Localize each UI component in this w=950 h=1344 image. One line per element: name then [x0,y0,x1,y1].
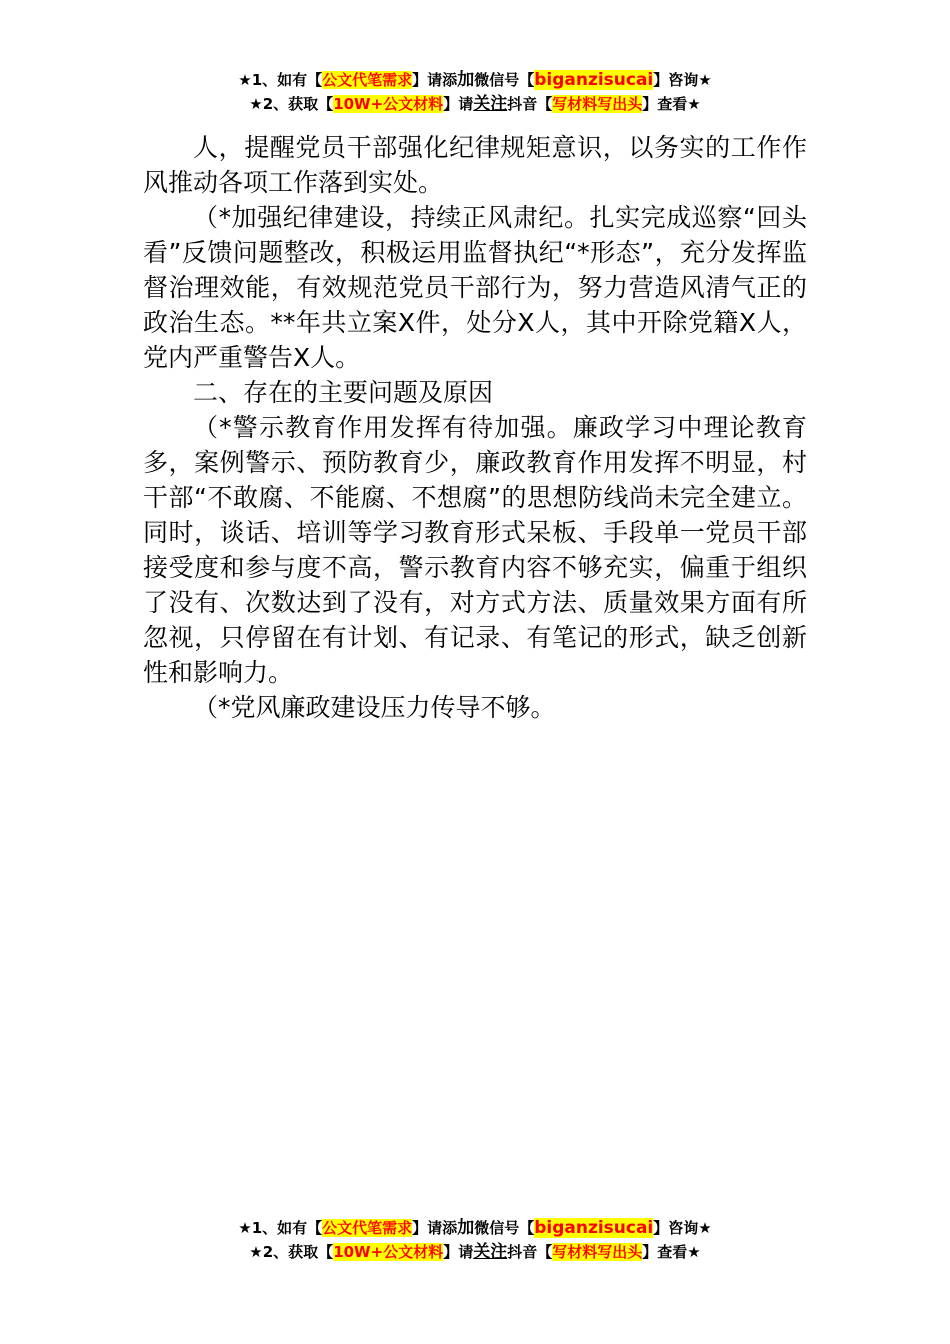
banner-line-2: ★2、获取【10W+公文材料】请关注抖音【写材料写出头】查看★ [249,1242,701,1262]
header-banner [0,68,950,116]
banner-line-1: ★1、如有【公文代笔需求】请添加微信号【biganzisucai】咨询★ [238,1218,712,1238]
highlight-materials: 10W+公文材料 [333,1243,444,1261]
highlight-douyin-account: 写材料写出头 [552,1243,643,1261]
banner-line-1: ★1、如有【公文代笔需求】请添加微信号【biganzisucai】咨询★ [238,70,712,90]
highlight-materials: 10W+公文材料 [333,95,444,113]
highlight-wechat-id: biganzisucai [534,1218,654,1238]
section-heading: 二、存在的主要问题及原因 [193,378,494,407]
highlight-writing-service: 公文代笔需求 [322,71,413,89]
highlight-writing-service: 公文代笔需求 [322,1219,413,1237]
paragraph-1: 人，提醒党员干部强化纪律规矩意识，以务实的工作作风推动各项工作落到实处。 [143,133,807,197]
document-body [143,130,807,725]
banner-line-2: ★2、获取【10W+公文材料】请关注抖音【写材料写出头】查看★ [249,94,701,114]
paragraph-4: （*党风廉政建设压力传导不够。 [193,693,556,722]
paragraph-2: （*加强纪律建设，持续正风肃纪。扎实完成巡察“回头看”反馈问题整改，积极运用监督执纪“*形态”，充分发挥监督治理效能，有效规范党员干部行为，努力营造风清气正的政治生态。**年共立案X件，处分X人，其中开除党籍X人，党内严重警告X人。 [143,203,807,372]
footer-banner [0,1216,950,1264]
highlight-wechat-id: biganzisucai [534,70,654,90]
paragraph-3: （*警示教育作用发挥有待加强。廉政学习中理论教育多，案例警示、预防教育少，廉政教育作用发挥不明显，村干部“不敢腐、不能腐、不想腐”的思想防线尚未完全建立。同时，谈话、培训等学习教育形式呆板、手段单一党员干部接受度和参与度不高，警示教育内容不够充实，偏重于组织了没有、次数达到了没有，对方式方法、质量效果方面有所忽视，只停留在有计划、有记录、有笔记的形式，缺乏创新性和影响力。 [143,413,807,687]
highlight-douyin-account: 写材料写出头 [552,95,643,113]
